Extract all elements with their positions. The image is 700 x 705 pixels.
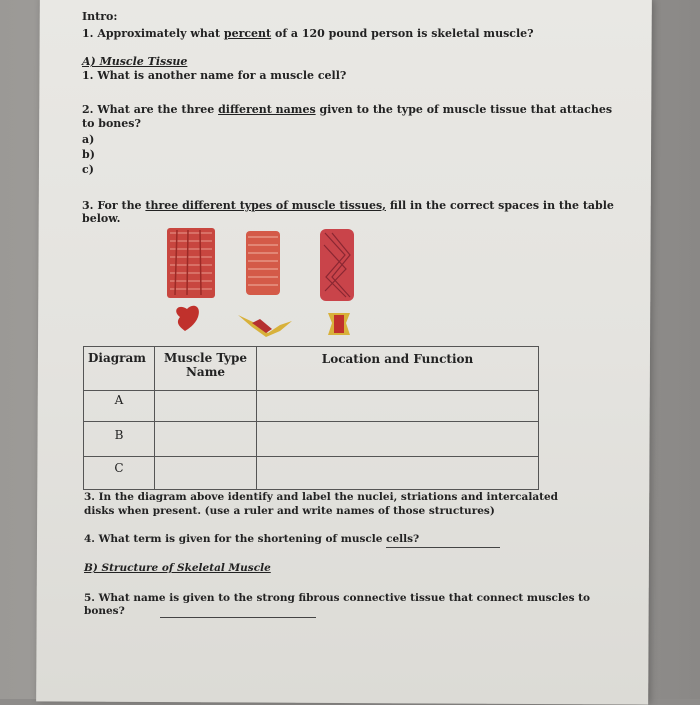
muscle-tissue-images [160, 225, 370, 345]
question-3-line2: below. [82, 212, 121, 225]
bone-muscle-icon [328, 313, 350, 335]
option-b: b) [82, 148, 95, 161]
row-c-type-cell[interactable] [155, 457, 257, 490]
row-c-location-cell[interactable] [257, 457, 539, 490]
question-2-underlined: different names [218, 103, 316, 116]
intro-heading: Intro: [82, 10, 118, 23]
heart-icon [176, 306, 199, 331]
stomach-icon [238, 315, 292, 337]
table-row [84, 457, 539, 490]
header-muscle-type-line2: Name [185, 365, 226, 379]
row-b-location-cell[interactable] [257, 422, 539, 457]
question-2-line2: to bones? [82, 117, 141, 130]
table-row [84, 422, 539, 457]
question-1-start: 1. Approximately what [82, 27, 221, 40]
question-a1: 1. What is another name for a muscle cell? [82, 69, 347, 82]
question-5-answer-line[interactable] [160, 617, 316, 618]
cardiac-muscle-tile [246, 231, 280, 295]
question-1 [82, 27, 534, 40]
question-5-line1: 5. What name is given to the strong fibrous connective tissue that connect muscles to [84, 592, 590, 604]
question-3b-line2: disks when present. (use a ruler and write names of those structures) [84, 505, 495, 517]
option-c: c) [82, 163, 94, 176]
section-b-heading: B) Structure of Skeletal Muscle [84, 562, 271, 574]
question-1-underlined: percent [223, 27, 272, 40]
question-3-start: 3. For the [82, 199, 142, 212]
header-location-function: Location and Function [257, 347, 539, 391]
table-header-row [84, 347, 539, 391]
row-a-location-cell[interactable] [257, 391, 539, 422]
row-a-type-cell[interactable] [155, 391, 257, 422]
row-label-a: A [84, 391, 155, 422]
question-5-line2: bones? [84, 605, 125, 617]
header-muscle-type-line1: Muscle Type [163, 351, 248, 365]
question-2 [82, 103, 612, 116]
row-b-type-cell[interactable] [155, 422, 257, 457]
question-3 [82, 199, 614, 212]
smooth-muscle-tile [320, 229, 354, 301]
skeletal-muscle-tile [167, 228, 215, 298]
question-2-rest: given to the type of muscle tissue that attaches [319, 103, 613, 116]
option-a: a) [82, 133, 95, 146]
question-4: 4. What term is given for the shortening of muscle cells? [84, 533, 420, 545]
header-muscle-type [155, 347, 257, 391]
question-3-rest: fill in the correct spaces in the table [389, 199, 614, 212]
table-row [84, 391, 539, 422]
question-1-rest: of a 120 pound person is skeletal muscle? [274, 27, 534, 40]
section-a-heading: A) Muscle Tissue [82, 55, 188, 68]
question-4-answer-line[interactable] [386, 547, 500, 548]
muscle-table [83, 346, 539, 490]
question-3b-line1: 3. In the diagram above identify and label the nuclei, striations and intercalated [84, 491, 559, 503]
question-2-start: 2. What are the three [82, 103, 215, 116]
question-3-underlined: three different types of muscle tissues, [145, 199, 386, 212]
row-label-b: B [84, 422, 155, 457]
row-label-c: C [84, 457, 155, 490]
header-diagram: Diagram [84, 347, 155, 391]
